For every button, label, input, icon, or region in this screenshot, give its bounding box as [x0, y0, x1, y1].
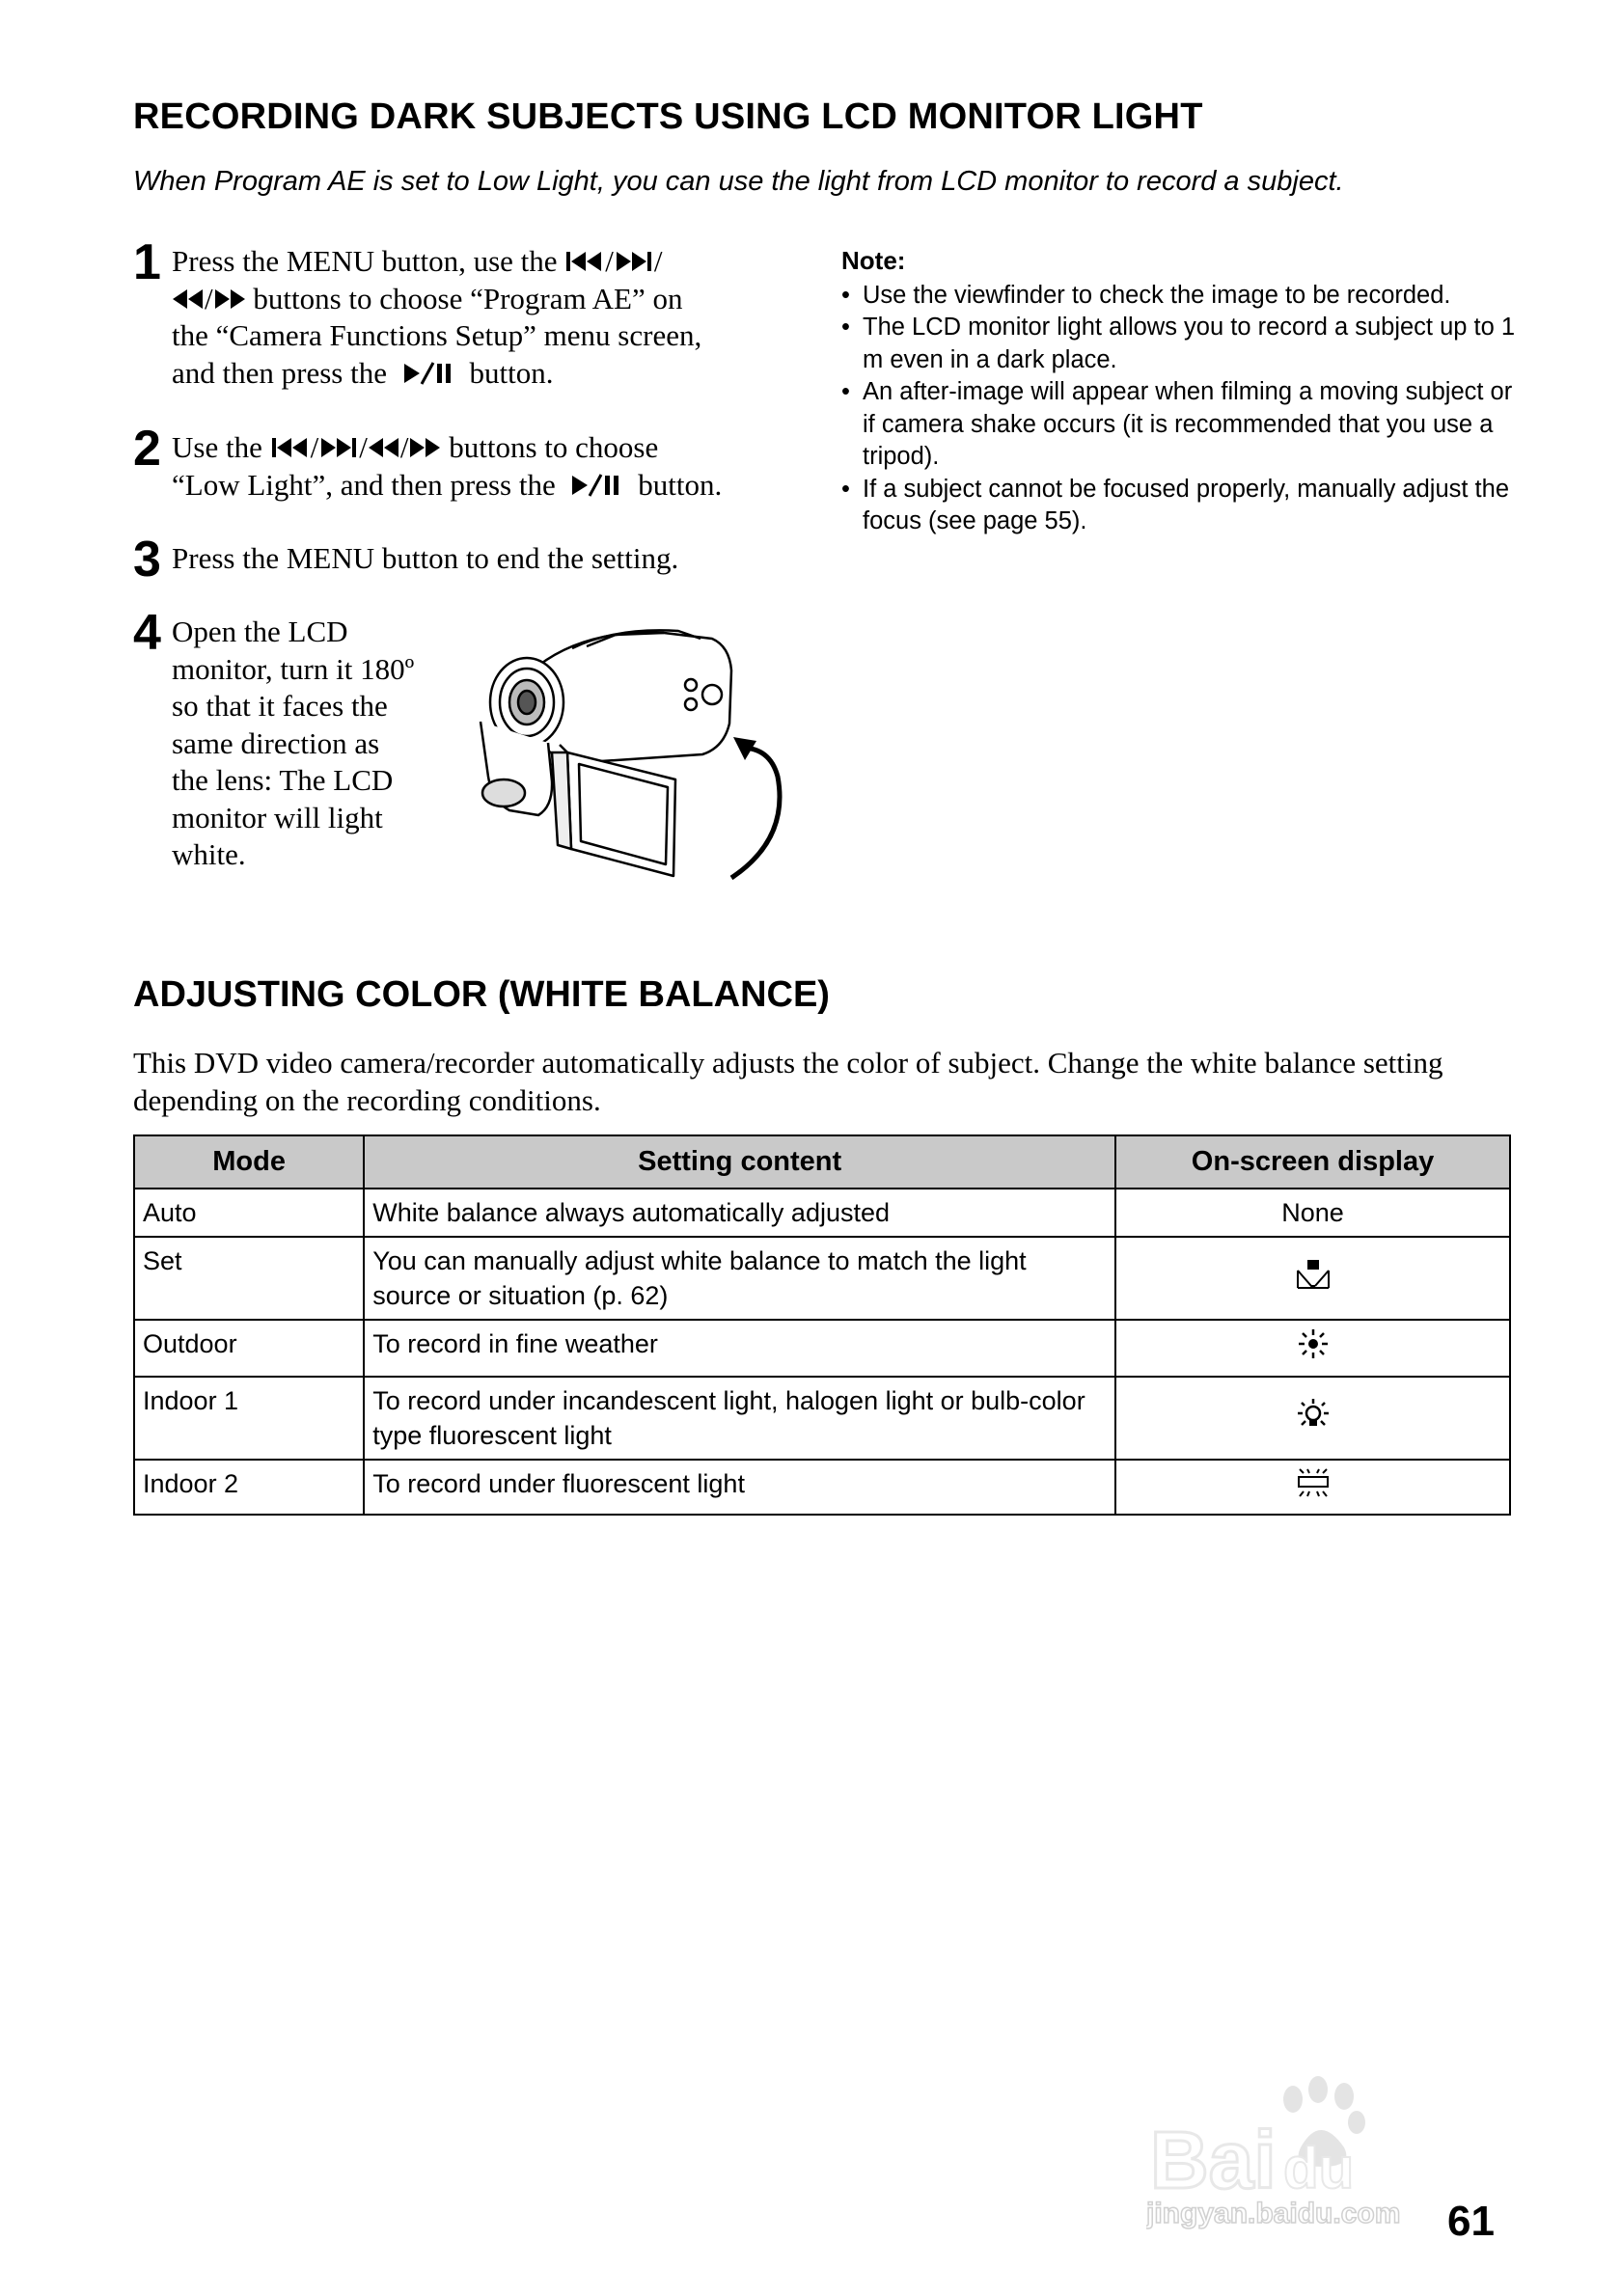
rewind-icon: [368, 435, 400, 460]
column-header-setting: Setting content: [364, 1135, 1115, 1189]
mode-cell: Set: [134, 1237, 364, 1320]
skip-forward-icon: [318, 435, 359, 460]
display-cell: None: [1115, 1189, 1510, 1237]
fast-forward-icon: [408, 435, 441, 460]
setting-cell: To record in fine weather: [364, 1320, 1115, 1377]
note-item: • An after-image will appear when filming a moving subject or if camera shake occurs (it is recommended that you use a tripod).: [841, 376, 1517, 474]
mode-cell: Outdoor: [134, 1320, 364, 1377]
mode-cell: Indoor 2: [134, 1460, 364, 1515]
step-number: 1: [133, 234, 161, 290]
note-list: [841, 280, 1517, 538]
bulb-icon: [1294, 1396, 1333, 1433]
step-text: Press the MENU button, use the / / / buttons to choose “Program AE” on the “Camera Functions Setup” menu screen, and then press the button.: [172, 244, 702, 390]
column-header-mode: Mode: [134, 1135, 364, 1189]
skip-back-icon: [270, 435, 311, 460]
setting-cell: To record under fluorescent light: [364, 1460, 1115, 1515]
display-cell: [1115, 1320, 1510, 1377]
watermark-text: jingyan.baidu.com: [1146, 2198, 1401, 2229]
mode-cell: Auto: [134, 1189, 364, 1237]
white-balance-table: [133, 1134, 1511, 1516]
fast-forward-icon: [213, 287, 246, 312]
play-pause-icon: [395, 361, 462, 386]
note-item: • The LCD monitor light allows you to record a subject up to 1 m even in a dark place.: [841, 312, 1517, 376]
page-number: 61: [1447, 2198, 1495, 2245]
sun-icon: [1296, 1326, 1331, 1361]
note-box: [841, 245, 1517, 538]
step-text: Open the LCD monitor, turn it 180º so that it faces the same direction as the lens: The LCD monitor will light white.: [172, 615, 415, 871]
step-number: 4: [133, 605, 161, 661]
table-row: [134, 1237, 1510, 1320]
svg-text:Bai: Bai: [1150, 2115, 1277, 2205]
fluorescent-icon: [1294, 1466, 1333, 1499]
step-number: 3: [133, 532, 161, 588]
svg-text:du: du: [1283, 2136, 1355, 2200]
play-pause-icon: [563, 473, 630, 498]
table-row: [134, 1377, 1510, 1460]
section-title-lcd-light: RECORDING DARK SUBJECTS USING LCD MONITOR LIGHT: [133, 96, 1203, 137]
table-header-row: [134, 1135, 1510, 1189]
display-cell: [1115, 1460, 1510, 1515]
setting-cell: You can manually adjust white balance to match the light source or situation (p. 62): [364, 1237, 1115, 1320]
note-item: • Use the viewfinder to check the image to be recorded.: [841, 280, 1517, 313]
rewind-icon: [172, 287, 205, 312]
table-row: [134, 1189, 1510, 1237]
step-number: 2: [133, 421, 161, 477]
display-cell: [1115, 1377, 1510, 1460]
camcorder-illustration: [471, 617, 805, 884]
table-row: [134, 1460, 1510, 1515]
display-cell: [1115, 1237, 1510, 1320]
note-heading: Note:: [841, 246, 906, 275]
set-white-balance-icon: [1292, 1257, 1334, 1292]
skip-back-icon: [564, 249, 605, 274]
skip-forward-icon: [614, 249, 654, 274]
section-intro-white-balance: This DVD video camera/recorder automatically adjusts the color of subject. Change the white balance setting depending on the recording conditions.: [133, 1046, 1443, 1117]
section-title-white-balance: ADJUSTING COLOR (WHITE BALANCE): [133, 974, 830, 1015]
note-item: • If a subject cannot be focused properly, manually adjust the focus (see page 55).: [841, 474, 1517, 538]
step-text: Use the / / / buttons to choose “Low Light”, and then press the button.: [172, 430, 723, 502]
setting-cell: To record under incandescent light, halogen light or bulb-color type fluorescent light: [364, 1377, 1115, 1460]
section-intro-lcd-light: When Program AE is set to Low Light, you can use the light from LCD monitor to record a subject.: [133, 166, 1344, 197]
table-row: [134, 1320, 1510, 1377]
mode-cell: Indoor 1: [134, 1377, 364, 1460]
step-text: Press the MENU button to end the setting.: [172, 541, 679, 575]
setting-cell: White balance always automatically adjusted: [364, 1189, 1115, 1237]
column-header-display: On-screen display: [1115, 1135, 1510, 1189]
